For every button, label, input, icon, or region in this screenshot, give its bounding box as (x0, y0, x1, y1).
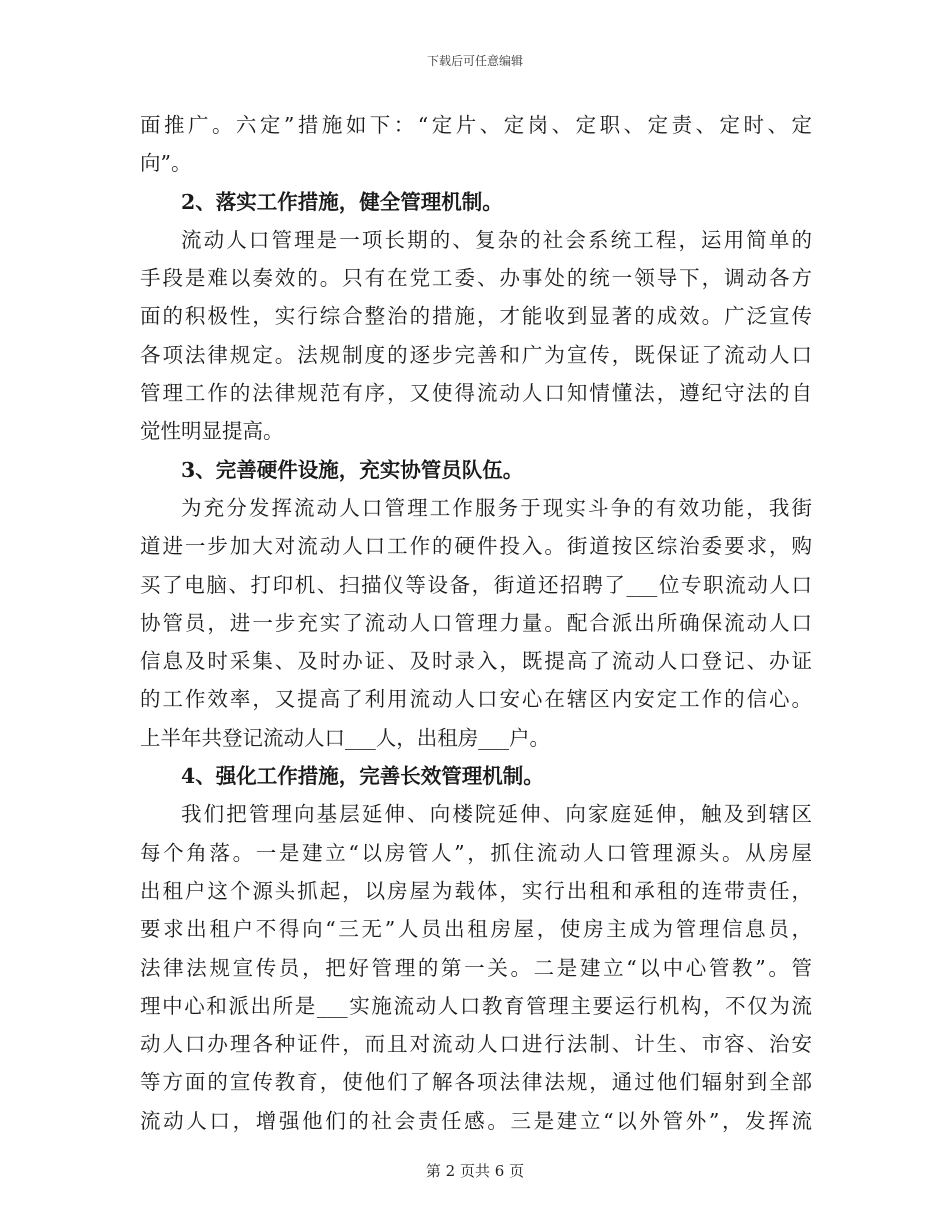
text-line: 面推广。六定”措施如下：“定片、定岗、定职、定责、定时、定 (140, 113, 812, 137)
text-line: 手段是难以奏效的。只有在党工委、办事处的统一领导下，调动各方 (140, 266, 812, 291)
text-line: 各项法律规定。法规制度的逐步完善和广为宣传，既保证了流动人口 (140, 342, 812, 367)
section-heading: 4、强化工作措施，完善长效管理机制。 (181, 764, 544, 789)
text-line: 流动人口管理是一项长期的、复杂的社会系统工程，运用简单的 (181, 227, 812, 252)
section-heading: 2、落实工作措施，健全管理机制。 (181, 189, 503, 214)
text-line: 上半年共登记流动人口___人，出租房___户。 (140, 725, 550, 750)
text-line: 面的积极性，实行综合整治的措施，才能收到显著的成效。广泛宣传 (140, 304, 812, 329)
text-line: 等方面的宣传教育，使他们了解各项法律法规，通过他们辐射到全部 (140, 1070, 812, 1095)
text-line: 的工作效率，又提高了利用流动人口安心在辖区内安定工作的信心。 (140, 687, 812, 712)
text-line: 我们把管理向基层延伸、向楼院延伸、向家庭延伸，触及到辖区 (181, 802, 812, 827)
text-line: 理中心和派出所是___实施流动人口教育管理主要运行机构，不仅为流 (140, 993, 812, 1018)
text-line: 流动人口，增强他们的社会责任感。三是建立“以外管外”，发挥流 (140, 1108, 812, 1133)
text-line: 法律法规宣传员，把好管理的第一关。二是建立“以中心管教”。管 (140, 955, 812, 980)
text-line: 为充分发挥流动人口管理工作服务于现实斗争的有效功能，我街 (181, 495, 812, 520)
text-line: 出租户这个源头抓起，以房屋为载体，实行出租和承租的连带责任， (140, 878, 812, 903)
document-body (140, 106, 812, 1140)
text-line: 协管员，进一步充实了流动人口管理力量。配合派出所确保流动人口 (140, 610, 812, 635)
text-line: 要求出租户不得向“三无”人员出租房屋，使房主成为管理信息员， (140, 917, 812, 942)
section-heading: 3、完善硬件设施，充实协管员队伍。 (181, 457, 524, 482)
text-line: 管理工作的法律规范有序，又使得流动人口知情懂法，遵纪守法的自 (140, 381, 812, 406)
text-line: 买了电脑、打印机、扫描仪等设备，街道还招聘了___位专职流动人口 (140, 572, 812, 597)
text-line: 道进一步加大对流动人口工作的硬件投入。街道按区综治委要求，购 (140, 534, 812, 559)
text-line: 信息及时采集、及时办证、及时录入，既提高了流动人口登记、办证 (140, 649, 812, 674)
text-line: 觉性明显提高。 (140, 419, 284, 444)
text-line: 每个角落。一是建立“以房管人”，抓住流动人口管理源头。从房屋 (140, 840, 812, 865)
text-line: 向”。 (140, 151, 192, 176)
page-header: 下载后可任意编辑 (426, 54, 523, 68)
text-line: 动人口办理各种证件，而且对流动人口进行法制、计生、市容、治安 (140, 1032, 812, 1057)
page-footer: 第 2 页共 6 页 (425, 1162, 525, 1180)
